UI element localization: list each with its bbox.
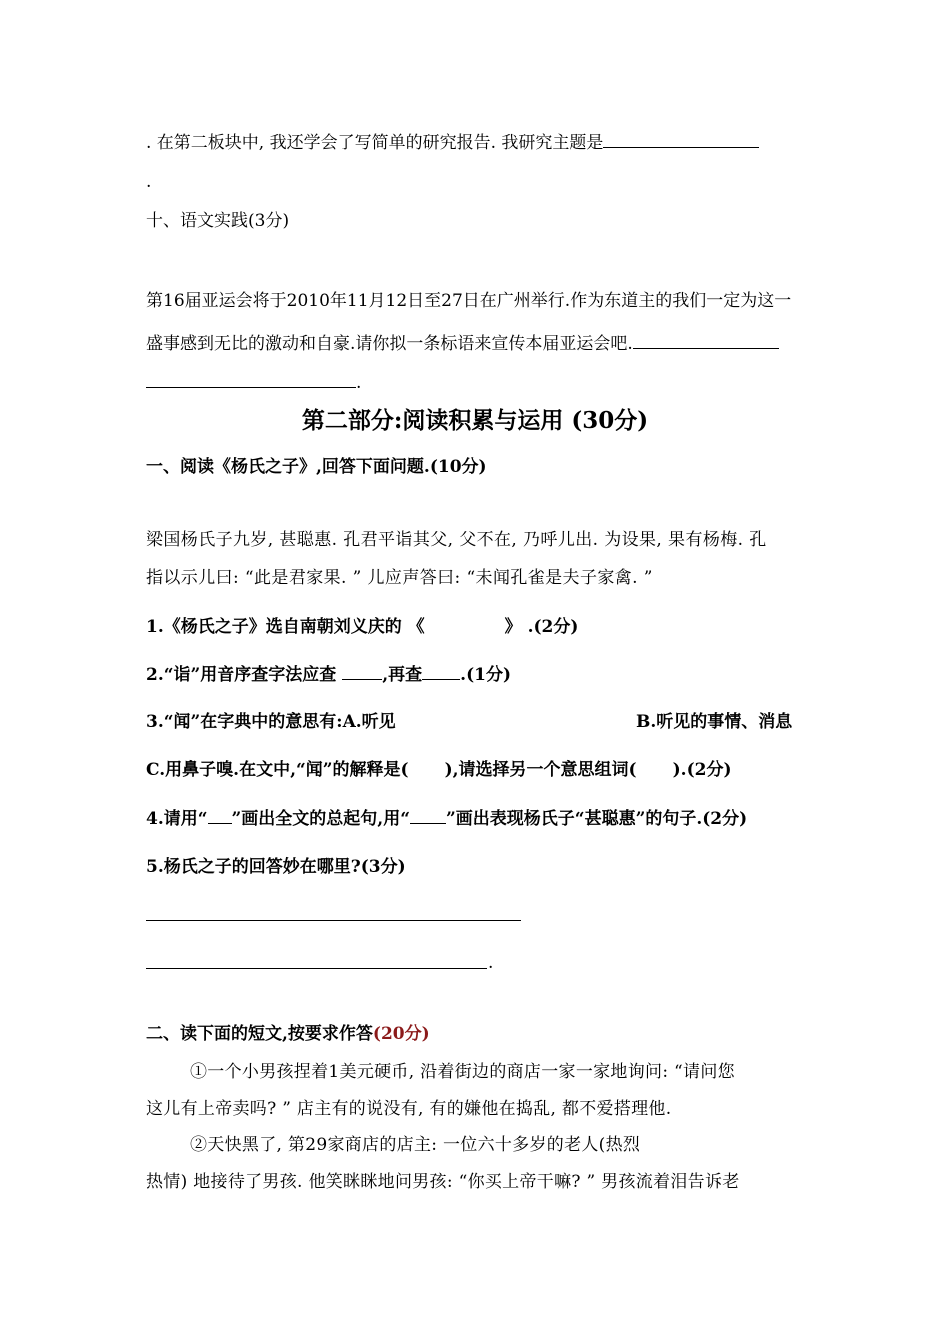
question-4-text: 4.请用“ (146, 809, 208, 829)
answer-line-2[interactable] (146, 968, 487, 969)
question-3-line-1: 3.“闻”在字典中的意思有:A.听见 (146, 712, 396, 732)
classical-text-line-2: 指以示儿曰: “此是君家果. ” 儿应声答曰: “未闻孔雀是夫子家禽. ” (146, 568, 653, 588)
story-paragraph-1-line-1: ①一个小男孩捏着1美元硬币, 沿着街边的商店一家一家地询问: “请问您 (190, 1062, 735, 1082)
question-1-text: 1.《杨氏之子》选自南朝刘义庆的 《 (146, 617, 425, 637)
question-3-line-2 (146, 758, 732, 782)
part-two-title: 第二部分:阅读积累与运用 (30分) (301, 407, 649, 434)
question-3-score: ).(2分) (672, 760, 732, 780)
research-topic-line (146, 130, 759, 155)
slogan-blank-2[interactable] (146, 370, 356, 388)
question-2-mid: ,再查 (382, 665, 423, 685)
section-two-heading-text: 二、读下面的短文,按要求作答 (146, 1024, 373, 1044)
question-2-blank-2[interactable] (422, 662, 460, 680)
question-1-score: 》 .(2分) (504, 617, 579, 637)
question-5: 5.杨氏之子的回答妙在哪里?(3分) (146, 857, 406, 877)
classical-text-line-1: 梁国杨氏子九岁, 甚聪惠. 孔君平诣其父, 父不在, 乃呼儿出. 为设果, 果有杨梅. 孔 (146, 530, 767, 550)
practice-paragraph-line-1: 第16届亚运会将于2010年11月12日至27日在广州举行.作为东道主的我们一定为这一 (146, 291, 792, 311)
section-one-heading: 一、阅读《杨氏之子》,回答下面问题.(10分) (146, 457, 487, 477)
question-4-mark-2 (410, 806, 446, 824)
question-4-mark-1 (208, 806, 232, 824)
research-topic-blank[interactable] (603, 130, 759, 148)
section-two-heading (146, 1022, 430, 1046)
slogan-end: . (356, 373, 362, 393)
question-2-blank-1[interactable] (342, 662, 382, 680)
section-ten-heading: 十、语文实践(3分) (146, 211, 290, 231)
question-3-option-b: B.听见的事情、消息 (636, 712, 793, 732)
answer-line-1[interactable] (146, 920, 521, 921)
story-paragraph-1-line-2: 这儿有上帝卖吗? ” 店主有的说没有, 有的嫌他在捣乱, 都不爱搭理他. (146, 1099, 672, 1119)
question-1 (146, 615, 578, 639)
story-paragraph-2-line-1: ②天快黑了, 第29家商店的店主: 一位六十多岁的老人(热烈 (190, 1135, 641, 1155)
practice-paragraph-text: 盛事感到无比的激动和自豪.请你拟一条标语来宣传本届亚运会吧. (146, 334, 633, 354)
research-topic-text: . 在第二板块中, 我还学会了写简单的研究报告. 我研究主题是 (146, 133, 604, 153)
story-paragraph-2-line-2: 热情) 地接待了男孩. 他笑眯眯地问男孩: “你买上帝干嘛? ” 男孩流着泪告诉老 (146, 1172, 740, 1192)
question-4-end: ”画出表现杨氏子“甚聪惠”的句子.(2分) (446, 809, 748, 829)
research-topic-end: . (146, 172, 152, 192)
practice-paragraph-line-2 (146, 331, 779, 356)
slogan-line-2 (146, 370, 361, 395)
question-3-text: C.用鼻子嗅.在文中,“闻”的解释是( (146, 760, 409, 780)
question-2-text: 2.“诣”用音序查字法应查 (146, 665, 343, 685)
question-3-mid: ),请选择另一个意思组词( (444, 760, 637, 780)
slogan-blank-1[interactable] (633, 331, 779, 349)
question-4-mid: ”画出全文的总起句,用“ (231, 809, 411, 829)
section-two-score: (20分) (372, 1024, 430, 1044)
question-4 (146, 806, 747, 831)
answer-line-end: . (488, 953, 494, 973)
question-2-score: .(1分) (460, 665, 511, 685)
question-2 (146, 662, 511, 687)
